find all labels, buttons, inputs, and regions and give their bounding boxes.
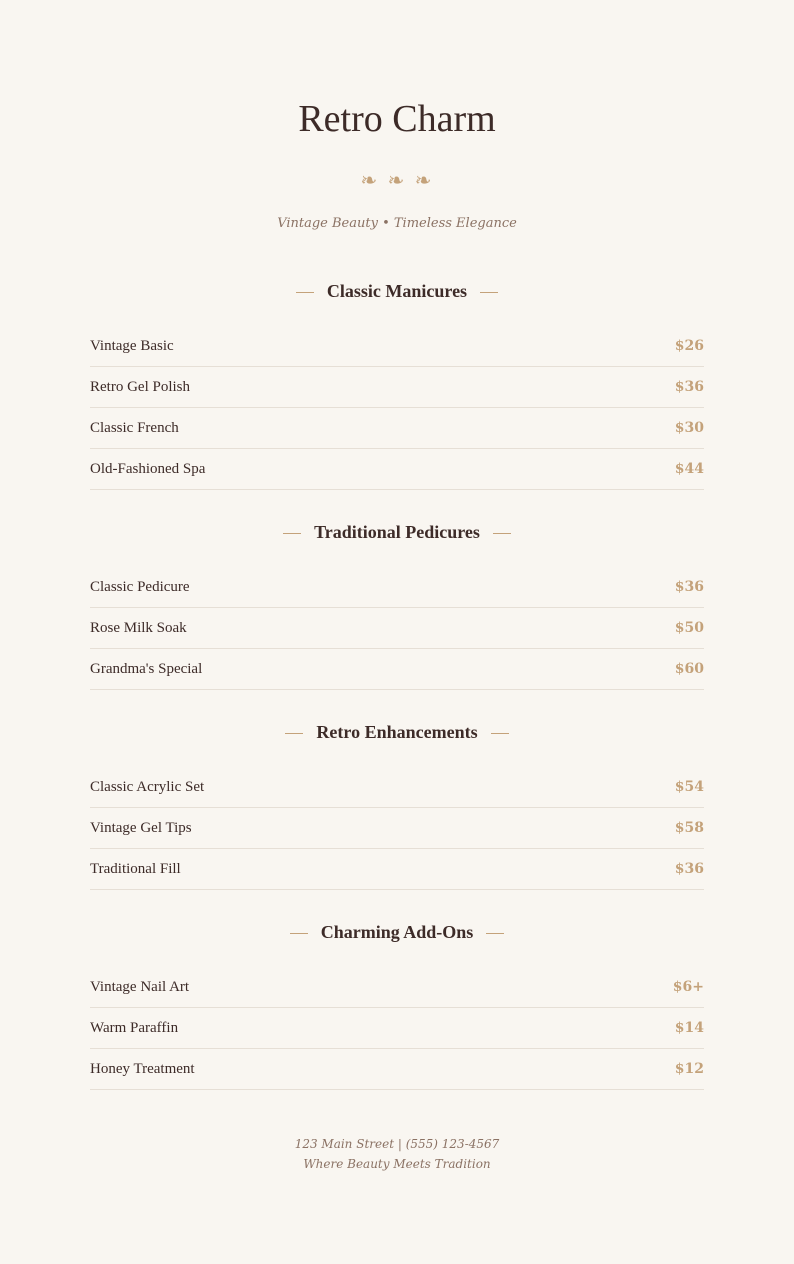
dash-ornament [486,933,504,934]
service-price: $36 [674,861,704,877]
dash-ornament [480,292,498,293]
service-name: Classic Acrylic Set [90,778,205,795]
service-list [90,967,704,1090]
section-title: Charming Add-Ons [320,922,474,942]
service-item [90,1008,704,1049]
salon-title: Retro Charm [298,98,496,140]
service-name: Retro Gel Polish [90,378,190,395]
footer [0,1134,794,1174]
dash-ornament [491,733,509,734]
service-name: Warm Paraffin [90,1019,179,1036]
service-item [90,326,704,367]
service-item [90,649,704,690]
service-item [90,408,704,449]
section-classic-manicures [90,276,704,490]
service-name: Traditional Fill [90,860,181,877]
service-name: Vintage Nail Art [90,978,190,995]
service-item [90,849,704,890]
service-price: $26 [674,338,704,354]
section-header [90,517,704,547]
service-price: $14 [674,1020,704,1036]
service-list [90,326,704,490]
service-item [90,808,704,849]
service-item [90,967,704,1008]
tagline: Vintage Beauty • Timeless Elegance [277,216,517,231]
dash-ornament [493,533,511,534]
service-name: Honey Treatment [90,1060,195,1077]
service-price: $30 [674,420,704,436]
service-name: Vintage Basic [90,337,174,354]
service-item [90,449,704,490]
service-list [90,767,704,890]
service-item [90,1049,704,1090]
service-name: Classic Pedicure [90,578,190,595]
service-name: Vintage Gel Tips [90,819,192,836]
section-title: Traditional Pedicures [314,522,480,542]
service-name: Old-Fashioned Spa [90,460,206,477]
section-charming-add-ons [90,917,704,1090]
section-title: Retro Enhancements [316,722,478,742]
dash-ornament [283,533,301,534]
section-header [90,717,704,747]
service-item [90,608,704,649]
service-price: $60 [674,661,704,677]
service-price: $50 [674,620,704,636]
section-header [90,917,704,947]
service-name: Rose Milk Soak [90,619,187,636]
dash-ornament [285,733,303,734]
service-price: $54 [674,779,704,795]
service-price: $6+ [672,979,704,995]
footer-motto: Where Beauty Meets Tradition [303,1157,491,1171]
service-price: $12 [674,1061,704,1077]
section-retro-enhancements [90,717,704,890]
section-title: Classic Manicures [326,281,468,301]
service-price: $36 [674,579,704,595]
service-name: Grandma's Special [90,660,203,677]
dash-ornament [290,933,308,934]
section-traditional-pedicures [90,517,704,690]
footer-address: 123 Main Street | (555) 123-4567 [294,1137,500,1151]
service-item [90,367,704,408]
service-item [90,567,704,608]
service-price: $36 [674,379,704,395]
service-item [90,767,704,808]
service-name: Classic French [90,419,179,436]
dash-ornament [296,292,314,293]
service-list [90,567,704,690]
service-price: $58 [674,820,704,836]
leaf-ornament-icon: ❧ ❧ ❧ [360,168,434,192]
service-price: $44 [674,461,704,477]
section-header [90,276,704,306]
